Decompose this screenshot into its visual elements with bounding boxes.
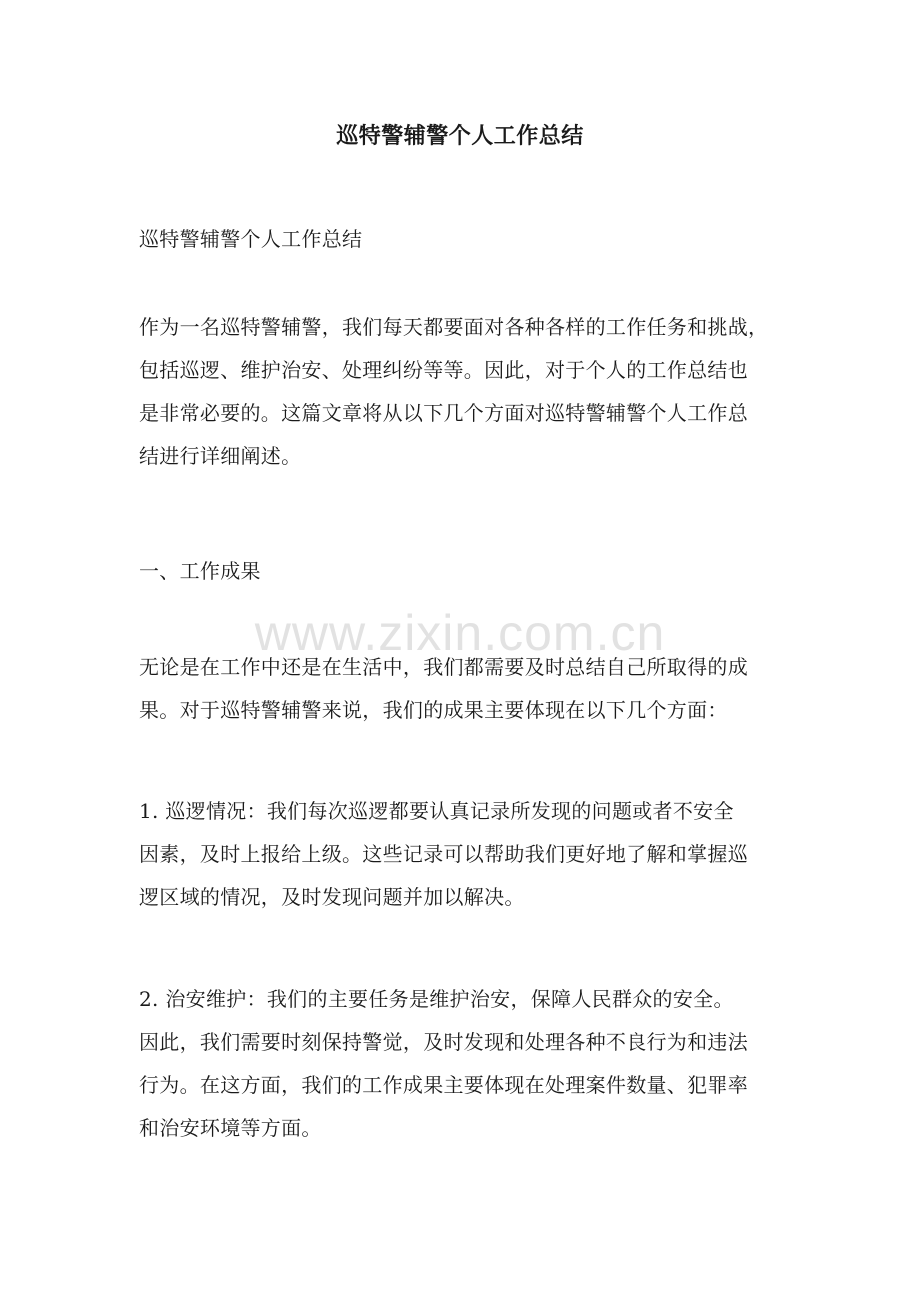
paragraph-line: 作为一名巡特警辅警，我们每天都要面对各种各样的工作任务和挑战， bbox=[139, 315, 769, 339]
paragraph-line: 无论是在工作中还是在生活中，我们都需要及时总结自己所取得的成 bbox=[139, 655, 748, 679]
paragraph-line: 是非常必要的。这篇文章将从以下几个方面对巡特警辅警个人工作总 bbox=[139, 401, 748, 425]
list-item-security bbox=[139, 978, 789, 1150]
paragraph-line: 结进行详细阐述。 bbox=[139, 444, 302, 468]
paragraph-line: 2. 治安维护：我们的主要任务是维护治安，保障人民群众的安全。 bbox=[139, 987, 734, 1011]
watermark: www.zixin.com.cn bbox=[254, 605, 666, 661]
paragraph-line: 逻区域的情况，及时发现问题并加以解决。 bbox=[139, 885, 525, 909]
subtitle-text: 巡特警辅警个人工作总结 bbox=[139, 227, 363, 251]
paragraph-line: 因素，及时上报给上级。这些记录可以帮助我们更好地了解和掌握巡 bbox=[139, 842, 748, 866]
document-title: 巡特警辅警个人工作总结 bbox=[336, 123, 584, 149]
section-heading bbox=[139, 550, 789, 593]
paragraph-line: 果。对于巡特警辅警来说，我们的成果主要体现在以下几个方面： bbox=[139, 698, 728, 722]
paragraph-line: 1. 巡逻情况：我们每次巡逻都要认真记录所发现的问题或者不安全 bbox=[139, 799, 734, 823]
paragraph-line: 和治安环境等方面。 bbox=[139, 1116, 322, 1140]
section-heading-text: 一、工作成果 bbox=[139, 559, 261, 583]
document-subtitle bbox=[139, 218, 789, 261]
list-item-patrol bbox=[139, 790, 789, 919]
paragraph-line: 因此，我们需要时刻保持警觉，及时发现和处理各种不良行为和违法 bbox=[139, 1030, 748, 1054]
section-intro-paragraph bbox=[139, 646, 789, 732]
intro-paragraph bbox=[139, 306, 789, 478]
paragraph-line: 行为。在这方面，我们的工作成果主要体现在处理案件数量、犯罪率 bbox=[139, 1073, 748, 1097]
paragraph-line: 包括巡逻、维护治安、处理纠纷等等。因此，对于个人的工作总结也 bbox=[139, 358, 748, 382]
